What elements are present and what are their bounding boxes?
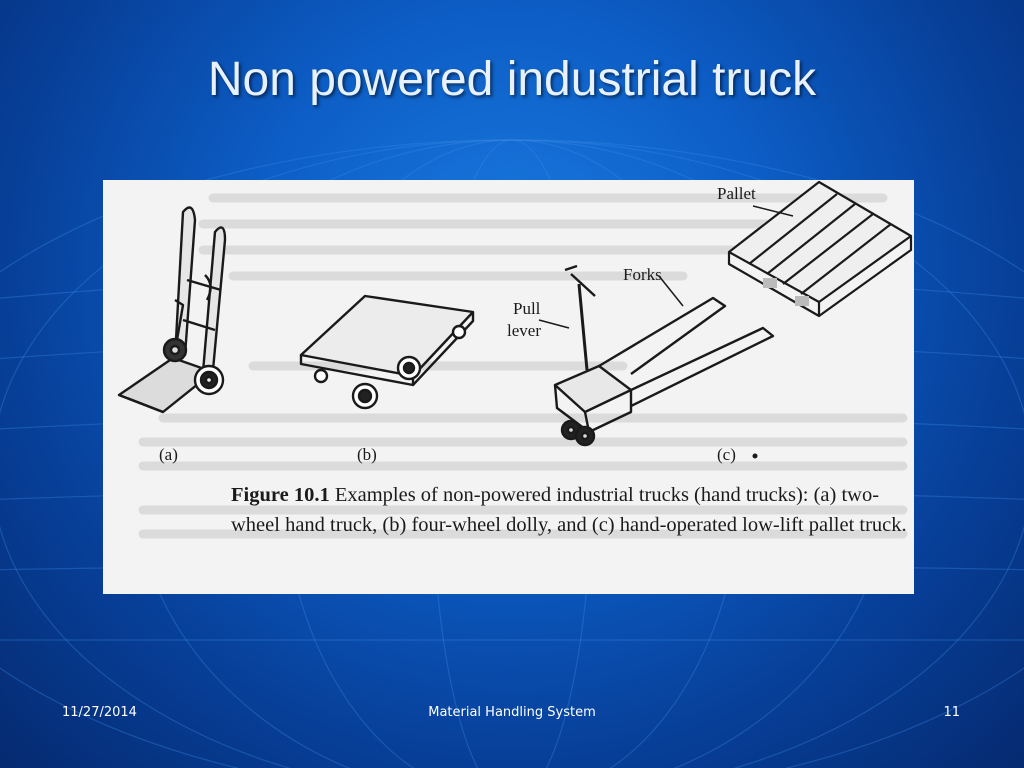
slide-title: Non powered industrial truck	[207, 53, 817, 106]
label-c: (c)	[717, 445, 736, 464]
four-wheel-dolly-drawing	[301, 296, 473, 408]
label-pallet: Pallet	[717, 184, 756, 203]
figure-caption-text: Examples of non-powered industrial trucks (hand trucks): (a) two-wheel hand truck, (b) four-wheel dolly, and (c) hand-operated low-lift pallet truck.	[231, 484, 907, 536]
label-a: (a)	[159, 445, 178, 464]
figure-caption	[231, 480, 911, 540]
footer-date: 11/27/2014	[62, 705, 137, 720]
label-pull-lever-line1: Pull	[513, 299, 541, 318]
label-b: (b)	[357, 445, 377, 464]
label-pull-lever-line2: lever	[507, 321, 541, 340]
figure-image	[103, 180, 914, 594]
label-forks: Forks	[623, 265, 662, 284]
footer-title: Material Handling System	[428, 705, 596, 720]
figure-number: Figure 10.1	[231, 484, 330, 506]
page-number: 11	[943, 705, 960, 720]
two-wheel-hand-truck-drawing	[119, 208, 225, 413]
